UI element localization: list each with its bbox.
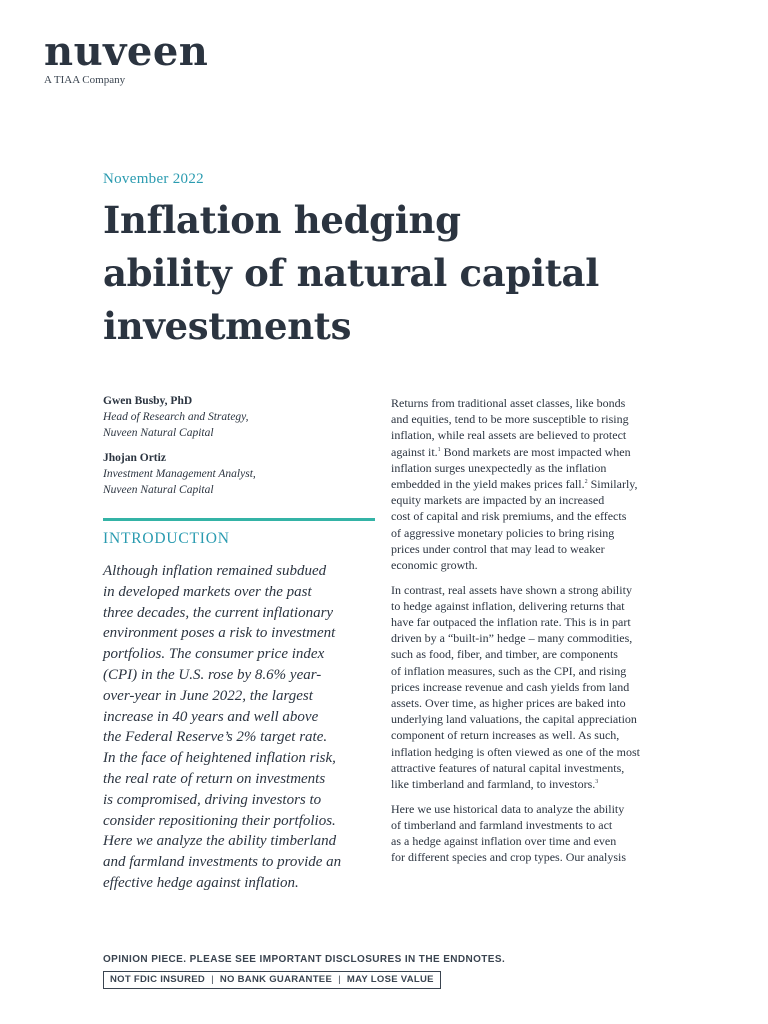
introduction-line: Although inflation remained subdued — [103, 563, 327, 579]
body-line — [391, 444, 671, 460]
body-paragraph-3 — [391, 801, 671, 866]
body-line: of aggressive monetary policies to bring rising — [391, 525, 615, 540]
body-line: inflation hedging is often viewed as one of the most — [391, 744, 640, 759]
body-text: embedded in the yield makes prices fall. — [391, 477, 585, 492]
disclaimer-item: NOT FDIC INSURED — [110, 974, 206, 985]
introduction-line: consider repositioning their portfolios. — [103, 812, 336, 829]
logo-subtitle: A TIAA Company — [44, 74, 126, 86]
body-text: like timberland and farmland, to investors. — [391, 777, 596, 792]
introduction-line: is compromised, driving investors to — [103, 791, 322, 808]
body-line — [391, 776, 671, 792]
author-affiliation: Nuveen Natural Capital — [103, 427, 214, 439]
body-line: have far outpaced the inflation rate. This is in part — [391, 615, 631, 630]
section-divider — [103, 518, 375, 521]
body-text: against it. — [391, 444, 438, 459]
footnote-marker: 3 — [595, 779, 599, 786]
body-line: component of return increases as well. As such, — [391, 728, 620, 743]
footnote-marker: 1 — [437, 446, 441, 453]
author-name: Jhojan Ortiz — [103, 452, 166, 464]
introduction-text — [103, 561, 378, 894]
title-line: investments — [103, 304, 352, 348]
body-line: assets. Over time, as higher prices are baked into — [391, 696, 626, 711]
author-role: Investment Management Analyst, — [103, 468, 256, 480]
body-paragraph-2 — [391, 582, 671, 793]
body-line: economic growth. — [391, 558, 478, 573]
title-line: ability of natural capital — [103, 251, 599, 295]
body-line: inflation, while real assets are believed to protect — [391, 428, 627, 443]
title-line: Inflation hedging — [103, 198, 461, 242]
disclaimer-separator: | — [338, 974, 341, 985]
introduction-line: over-year in June 2022, the largest — [103, 687, 313, 704]
introduction-line: three decades, the current inflationary — [103, 604, 334, 621]
body-line: In contrast, real assets have shown a strong ability — [391, 582, 632, 597]
body-line — [391, 476, 671, 492]
author-affiliation: Nuveen Natural Capital — [103, 484, 214, 496]
disclaimer-separator: | — [211, 974, 214, 985]
introduction-line: in developed markets over the past — [103, 583, 312, 600]
body-text: Bond markets are most impacted when — [440, 444, 631, 459]
body-line: Here we use historical data to analyze the ability — [391, 801, 625, 816]
footnote-marker: 2 — [584, 479, 588, 486]
body-text: Similarly, — [587, 477, 638, 492]
introduction-line: the real rate of return on investments — [103, 770, 326, 787]
body-line: to hedge against inflation, delivering returns that — [391, 598, 625, 613]
body-line: driven by a “built-in” hedge – many commodities, — [391, 631, 633, 646]
introduction-line: In the face of heightened inflation risk, — [103, 750, 336, 767]
introduction-line: portfolios. The consumer price index — [103, 646, 325, 663]
nuveen-logo — [44, 28, 209, 86]
body-line: for different species and crop types. Our analysis — [391, 850, 627, 865]
opinion-notice: OPINION PIECE. PLEASE SEE IMPORTANT DISCLOSURES IN THE ENDNOTES. — [103, 954, 506, 965]
body-line: such as food, fiber, and timber, are components — [391, 647, 618, 662]
introduction-line: Here we analyze the ability timberland — [103, 833, 337, 850]
body-line: cost of capital and risk premiums, and the effects — [391, 509, 627, 524]
publication-date: November 2022 — [103, 171, 204, 187]
body-line: prices under control that may lead to weaker — [391, 541, 605, 556]
body-line: inflation surges unexpectedly as the inflation — [391, 460, 607, 475]
body-line: as a hedge against inflation over time and even — [391, 834, 617, 849]
body-line: and equities, tend to be more susceptible to rising — [391, 412, 629, 427]
body-line: equity markets are impacted by an increased — [391, 493, 605, 508]
body-line: prices increase revenue and cash yields from land — [391, 679, 630, 694]
body-column — [391, 395, 671, 874]
introduction-heading: INTRODUCTION — [103, 530, 230, 547]
author-block — [103, 394, 373, 441]
introduction-line: and farmland investments to provide an — [103, 854, 342, 871]
disclaimer-box — [103, 971, 441, 989]
body-paragraph-1 — [391, 395, 671, 573]
introduction-line: increase in 40 years and well above — [103, 708, 319, 725]
author-name: Gwen Busby, PhD — [103, 395, 193, 407]
body-line: Returns from traditional asset classes, like bonds — [391, 396, 626, 410]
body-line: attractive features of natural capital investments, — [391, 760, 625, 775]
introduction-line: (CPI) in the U.S. rose by 8.6% year- — [103, 666, 322, 683]
logo-wordmark: nuveen — [44, 28, 209, 75]
introduction-line: the Federal Reserve’s 2% target rate. — [103, 729, 328, 746]
body-line: of timberland and farmland investments to act — [391, 817, 613, 832]
disclaimer-item: NO BANK GUARANTEE — [219, 974, 333, 985]
introduction-line: environment poses a risk to investment — [103, 625, 336, 642]
author-role: Head of Research and Strategy, — [103, 411, 249, 423]
introduction-line: effective hedge against inflation. — [103, 874, 299, 891]
page-title — [103, 194, 663, 353]
author-block — [103, 451, 373, 498]
body-line: underlying land valuations, the capital appreciation — [391, 712, 637, 727]
disclaimer-item: MAY LOSE VALUE — [346, 974, 434, 985]
body-line: of inflation measures, such as the CPI, and rising — [391, 663, 627, 678]
